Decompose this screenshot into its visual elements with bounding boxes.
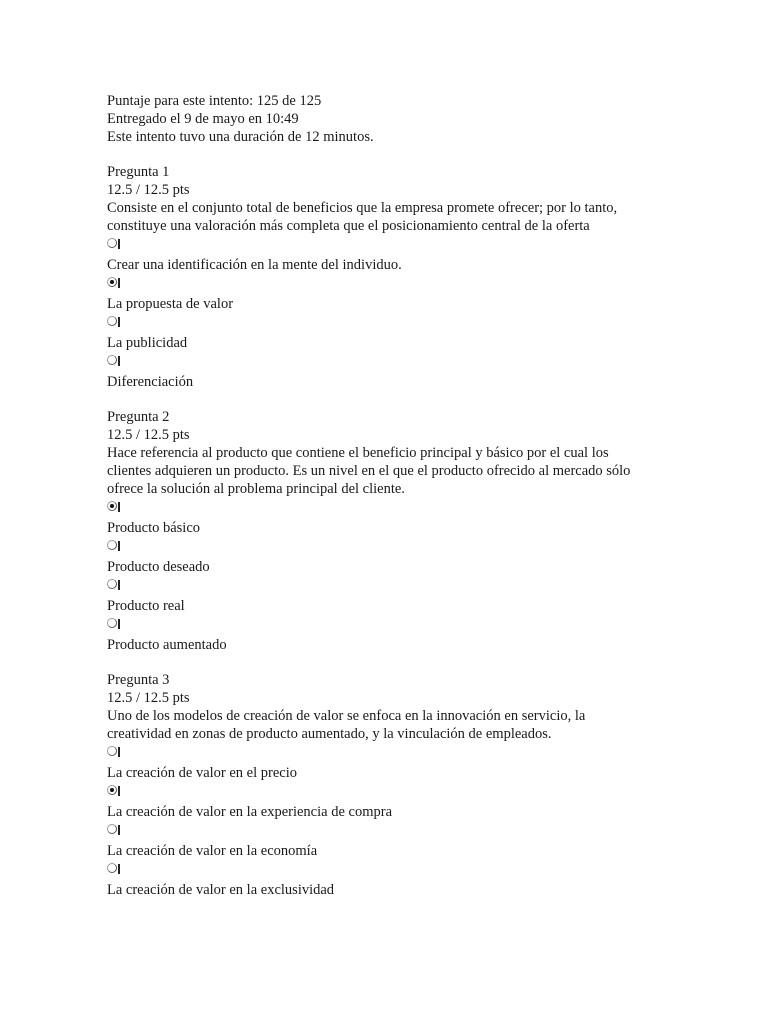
question-prompt-line: ofrece la solución al problema principal del cliente. xyxy=(107,481,405,497)
answer-option-label[interactable]: La publicidad xyxy=(107,335,188,351)
radio-edge-icon xyxy=(118,541,120,551)
question-points: 12.5 / 12.5 pts xyxy=(107,182,190,198)
answer-option-radio-row xyxy=(107,782,667,803)
radio-unselected-icon[interactable] xyxy=(107,540,118,551)
answer-option-label[interactable]: Producto aumentado xyxy=(107,637,227,653)
radio-selected-icon[interactable] xyxy=(107,277,118,288)
question-prompt-line: Consiste en el conjunto total de beneficios que la empresa promete ofrecer; por lo tanto, xyxy=(107,200,618,216)
attempt-summary xyxy=(107,92,667,146)
answer-option-label[interactable]: Diferenciación xyxy=(107,374,194,390)
duration-text: Este intento tuvo una duración de 12 minutos. xyxy=(107,129,374,145)
radio-edge-icon xyxy=(118,747,120,757)
radio-edge-icon xyxy=(118,825,120,835)
answer-option-radio-row xyxy=(107,615,667,636)
radio-unselected-icon[interactable] xyxy=(107,863,118,874)
radio-ring-icon xyxy=(107,579,117,589)
radio-unselected-icon[interactable] xyxy=(107,746,118,757)
quiz-results-page xyxy=(107,92,667,899)
answer-option-label[interactable]: Producto deseado xyxy=(107,559,210,575)
radio-edge-icon xyxy=(118,278,120,288)
radio-unselected-icon[interactable] xyxy=(107,824,118,835)
question-spacer xyxy=(107,654,667,671)
answer-option-radio-row xyxy=(107,860,667,881)
answer-option-label[interactable]: La propuesta de valor xyxy=(107,296,234,312)
submitted-text: Entregado el 9 de mayo en 10:49 xyxy=(107,111,299,127)
answer-option-label[interactable]: La creación de valor en la economía xyxy=(107,843,318,859)
radio-edge-icon xyxy=(118,580,120,590)
radio-ring-icon xyxy=(107,824,117,834)
radio-edge-icon xyxy=(118,864,120,874)
radio-ring-icon xyxy=(107,618,117,628)
answer-option-radio-row xyxy=(107,274,667,295)
question-spacer xyxy=(107,391,667,408)
question-prompt-line: creatividad en zonas de producto aumentado, y la vinculación de empleados. xyxy=(107,726,552,742)
question-title: Pregunta 2 xyxy=(107,409,170,425)
radio-edge-icon xyxy=(118,239,120,249)
radio-edge-icon xyxy=(118,317,120,327)
question-block xyxy=(107,671,667,899)
questions-list xyxy=(107,146,667,899)
radio-edge-icon xyxy=(118,356,120,366)
question-points: 12.5 / 12.5 pts xyxy=(107,690,190,706)
question-spacer xyxy=(107,146,667,163)
answer-option-label[interactable]: La creación de valor en el precio xyxy=(107,765,298,781)
question-prompt-line: Uno de los modelos de creación de valor se enfoca en la innovación en servicio, la xyxy=(107,708,586,724)
question-prompt-line: constituye una valoración más completa que el posicionamiento central de la oferta xyxy=(107,218,590,234)
radio-edge-icon xyxy=(118,619,120,629)
radio-ring-icon xyxy=(107,238,117,248)
radio-dot-icon xyxy=(110,788,114,792)
radio-ring-icon xyxy=(107,540,117,550)
answer-option-radio-row xyxy=(107,313,667,334)
answer-option-radio-row xyxy=(107,537,667,558)
answer-option-radio-row xyxy=(107,498,667,519)
question-title: Pregunta 3 xyxy=(107,672,170,688)
radio-ring-icon xyxy=(107,746,117,756)
radio-unselected-icon[interactable] xyxy=(107,316,118,327)
answer-option-label[interactable]: Producto básico xyxy=(107,520,201,536)
answer-option-label[interactable]: Crear una identificación en la mente del individuo. xyxy=(107,257,402,273)
question-block xyxy=(107,163,667,391)
question-prompt-line: Hace referencia al producto que contiene el beneficio principal y básico por el cual los xyxy=(107,445,609,461)
score-text: Puntaje para este intento: 125 de 125 xyxy=(107,93,322,109)
radio-edge-icon xyxy=(118,786,120,796)
answer-option-radio-row xyxy=(107,576,667,597)
radio-selected-icon[interactable] xyxy=(107,785,118,796)
radio-dot-icon xyxy=(110,504,114,508)
radio-ring-icon xyxy=(107,316,117,326)
question-title: Pregunta 1 xyxy=(107,164,170,180)
question-prompt-line: clientes adquieren un producto. Es un nivel en el que el producto ofrecido al mercado sólo xyxy=(107,463,631,479)
answer-option-radio-row xyxy=(107,821,667,842)
radio-dot-icon xyxy=(110,280,114,284)
answer-option-radio-row xyxy=(107,352,667,373)
radio-edge-icon xyxy=(118,502,120,512)
radio-selected-icon[interactable] xyxy=(107,501,118,512)
radio-ring-icon xyxy=(107,863,117,873)
answer-option-label[interactable]: Producto real xyxy=(107,598,185,614)
answer-option-label[interactable]: La creación de valor en la exclusividad xyxy=(107,882,335,898)
answer-option-label[interactable]: La creación de valor en la experiencia de compra xyxy=(107,804,393,820)
answer-option-radio-row xyxy=(107,743,667,764)
question-points: 12.5 / 12.5 pts xyxy=(107,427,190,443)
radio-unselected-icon[interactable] xyxy=(107,579,118,590)
question-block xyxy=(107,408,667,654)
radio-ring-icon xyxy=(107,355,117,365)
radio-unselected-icon[interactable] xyxy=(107,355,118,366)
answer-option-radio-row xyxy=(107,235,667,256)
radio-unselected-icon[interactable] xyxy=(107,238,118,249)
radio-unselected-icon[interactable] xyxy=(107,618,118,629)
